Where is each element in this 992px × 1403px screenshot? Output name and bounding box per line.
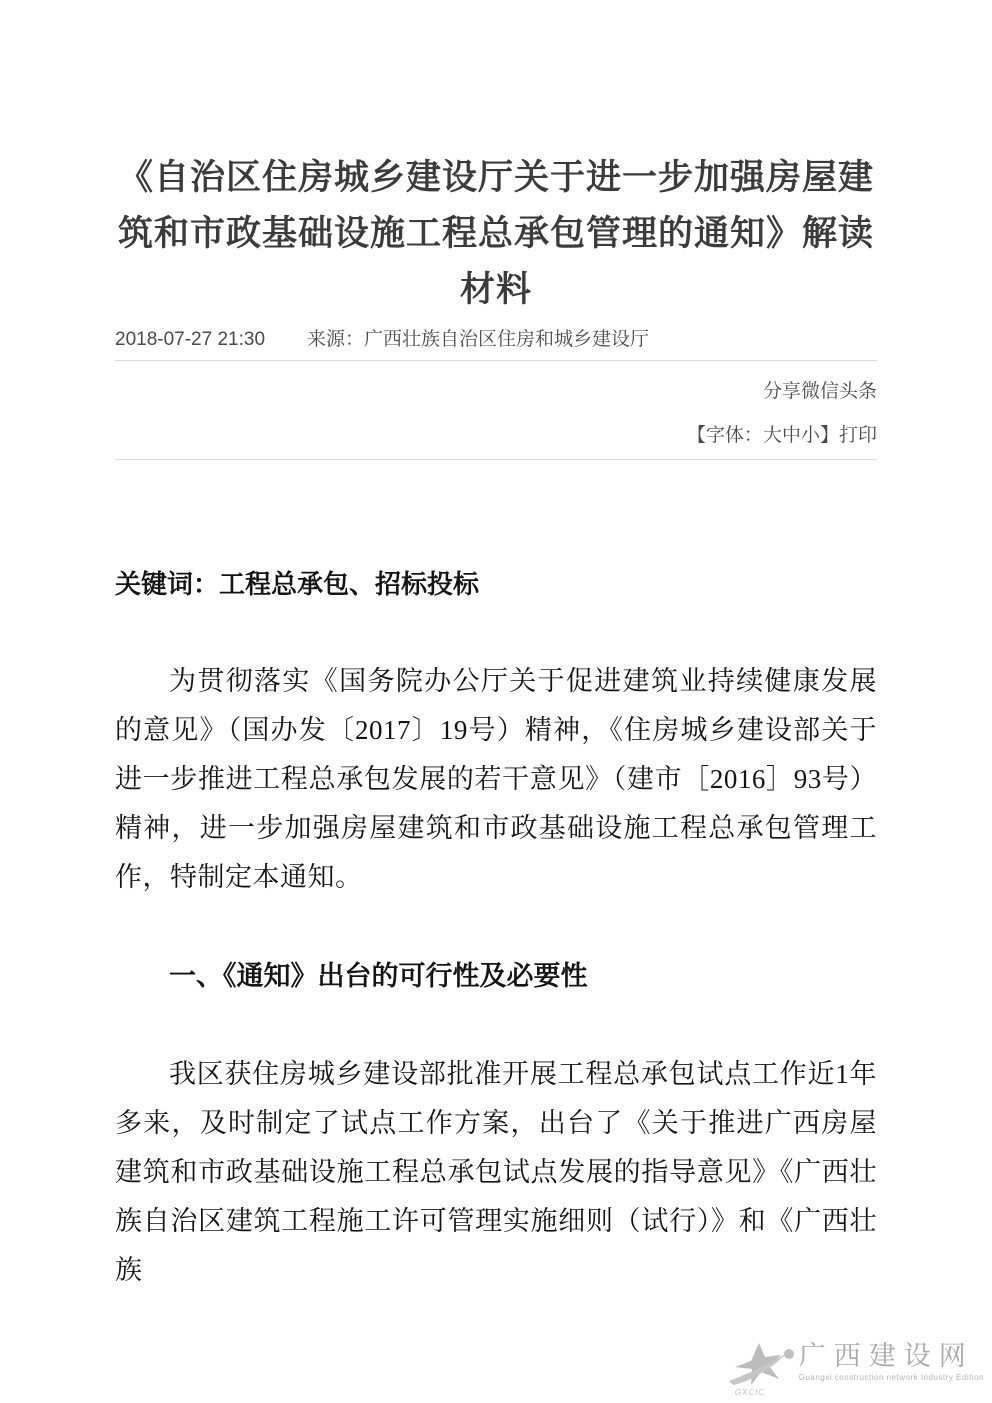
font-size-label-prefix: 【字体： xyxy=(686,425,763,446)
watermark-site-name: 广西建设网 xyxy=(798,1341,974,1371)
watermark-star-logo-icon xyxy=(723,1341,795,1397)
share-toutiao-link[interactable]: 头条 xyxy=(838,381,877,402)
font-size-medium-button[interactable]: 中 xyxy=(781,425,801,446)
keywords-label: 关键词： xyxy=(115,569,220,599)
font-controls-row xyxy=(115,403,877,460)
body-paragraph: 为贯彻落实《国务院办公厅关于促进建筑业持续健康发展的意见》（国办发〔2017〕19号）精神，《住房城乡建设部关于进一步推进工程总承包发展的若干意见》（建市［2016］93号）精神，进一步加强房屋建筑和市政基础设施工程总承包管理工作，特制定本通知。 xyxy=(115,666,877,892)
keywords-value: 工程总承包、招标投标 xyxy=(219,569,480,599)
font-size-small-button[interactable]: 小 xyxy=(800,425,820,446)
keywords-line xyxy=(115,564,877,601)
publish-datetime: 2018-07-27 21:30 xyxy=(115,329,266,350)
watermark-text xyxy=(799,1341,984,1382)
site-watermark xyxy=(723,1341,984,1397)
share-label: 分享 xyxy=(762,381,801,402)
section-heading: 一、《通知》出台的可行性及必要性 xyxy=(169,961,588,991)
font-size-label-suffix: 】 xyxy=(819,425,839,446)
article-source: 来源：广西壮族自治区住房和城乡建设厅 xyxy=(307,329,650,350)
share-row xyxy=(115,361,877,403)
page-title: 《自治区住房城乡建设厅关于进一步加强房屋建筑和市政基础设施工程总承包管理的通知》解读材料 xyxy=(117,158,874,309)
print-button[interactable]: 打印 xyxy=(838,425,877,446)
article-meta-row xyxy=(115,324,877,361)
watermark-site-subtitle: Guangxi construction network Industry Edition xyxy=(798,1373,984,1382)
font-size-large-button[interactable]: 大 xyxy=(762,425,782,446)
article-content xyxy=(115,0,877,1295)
body-paragraph: 我区获住房城乡建设部批准开展工程总承包试点工作近1年多来，及时制定了试点工作方案，出台了《关于推进广西房屋建筑和市政基础设施工程总承包试点发展的指导意见》《广西壮族自治区建筑工程施工许可管理实施细则（试行）》和《广西壮族 xyxy=(115,1059,877,1285)
share-wechat-link[interactable]: 微信 xyxy=(800,381,839,402)
watermark-logo-text: GXCIC xyxy=(734,1388,766,1397)
